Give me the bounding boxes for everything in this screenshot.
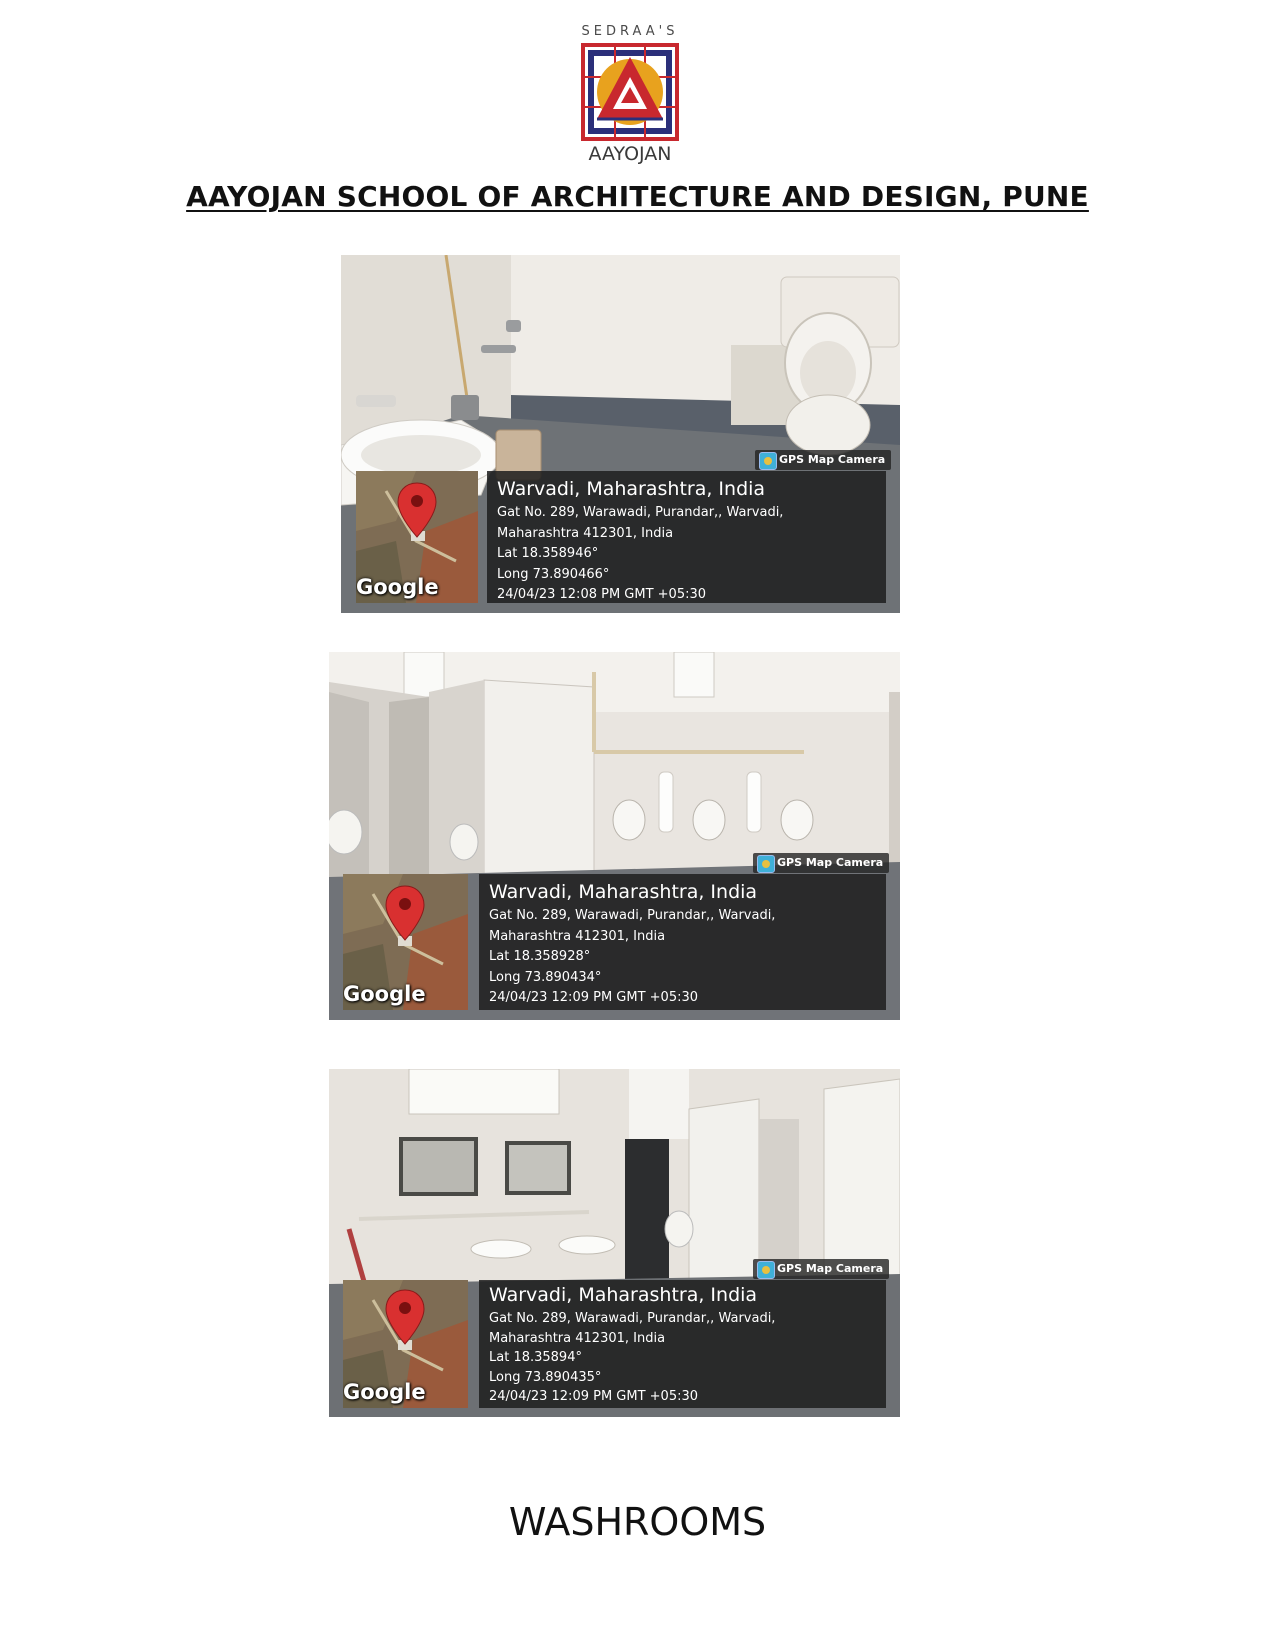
google-map-brand: Google	[343, 1380, 426, 1404]
gps-camera-icon	[759, 452, 777, 470]
location-info-panel	[479, 874, 886, 1010]
address-line-2: Maharashtra 412301, India	[489, 928, 666, 944]
map-pin-icon	[383, 1288, 427, 1348]
timestamp: 24/04/23 12:09 PM GMT +05:30	[489, 990, 699, 1005]
longitude: Long 73.890435°	[489, 1369, 602, 1385]
logo-top-text: SEDRAA'S	[581, 24, 679, 39]
latitude: Lat 18.35894°	[489, 1350, 582, 1365]
longitude: Long 73.890434°	[489, 969, 602, 985]
gps-camera-icon	[757, 1261, 775, 1279]
address-line-1: Gat No. 289, Warawadi, Purandar,, Warvadi,	[497, 505, 784, 520]
place-name: Warvadi, Maharashtra, India	[489, 1284, 758, 1306]
map-pin-icon	[383, 884, 427, 944]
google-map-brand: Google	[356, 575, 439, 599]
page-title: AAYOJAN SCHOOL OF ARCHITECTURE AND DESIGN, PUNE	[186, 180, 1089, 213]
gps-camera-label: GPS Map Camera	[777, 1262, 884, 1275]
address-line-1: Gat No. 289, Warawadi, Purandar,, Warvadi,	[489, 908, 776, 923]
washroom-photo-1	[341, 255, 900, 613]
gps-camera-tag	[755, 450, 891, 470]
section-caption: WASHROOMS	[508, 1500, 767, 1544]
place-name: Warvadi, Maharashtra, India	[489, 881, 758, 903]
location-info-panel	[479, 1280, 886, 1408]
gps-camera-label: GPS Map Camera	[777, 856, 884, 869]
location-map-thumbnail	[343, 874, 468, 1010]
gps-camera-tag	[753, 853, 889, 873]
gps-camera-tag	[753, 1259, 889, 1279]
map-pin-icon	[395, 481, 439, 541]
longitude: Long 73.890466°	[497, 566, 610, 582]
address-line-1: Gat No. 289, Warawadi, Purandar,, Warvadi,	[489, 1311, 776, 1326]
latitude: Lat 18.358946°	[497, 546, 599, 561]
google-map-brand: Google	[343, 982, 426, 1006]
logo-bottom-text: AAYOJAN	[588, 143, 672, 165]
timestamp: 24/04/23 12:08 PM GMT +05:30	[497, 587, 707, 602]
logo-emblem-icon	[581, 43, 679, 141]
location-info-panel	[487, 471, 886, 603]
latitude: Lat 18.358928°	[489, 949, 591, 964]
location-map-thumbnail	[356, 471, 478, 603]
address-line-2: Maharashtra 412301, India	[497, 525, 674, 541]
washroom-photo-2	[329, 652, 900, 1020]
gps-camera-label: GPS Map Camera	[779, 453, 886, 466]
timestamp: 24/04/23 12:09 PM GMT +05:30	[489, 1389, 699, 1404]
washroom-photo-3	[329, 1069, 900, 1417]
address-line-2: Maharashtra 412301, India	[489, 1330, 666, 1346]
location-map-thumbnail	[343, 1280, 468, 1408]
place-name: Warvadi, Maharashtra, India	[497, 478, 766, 500]
institution-logo	[570, 24, 690, 174]
gps-camera-icon	[757, 855, 775, 873]
